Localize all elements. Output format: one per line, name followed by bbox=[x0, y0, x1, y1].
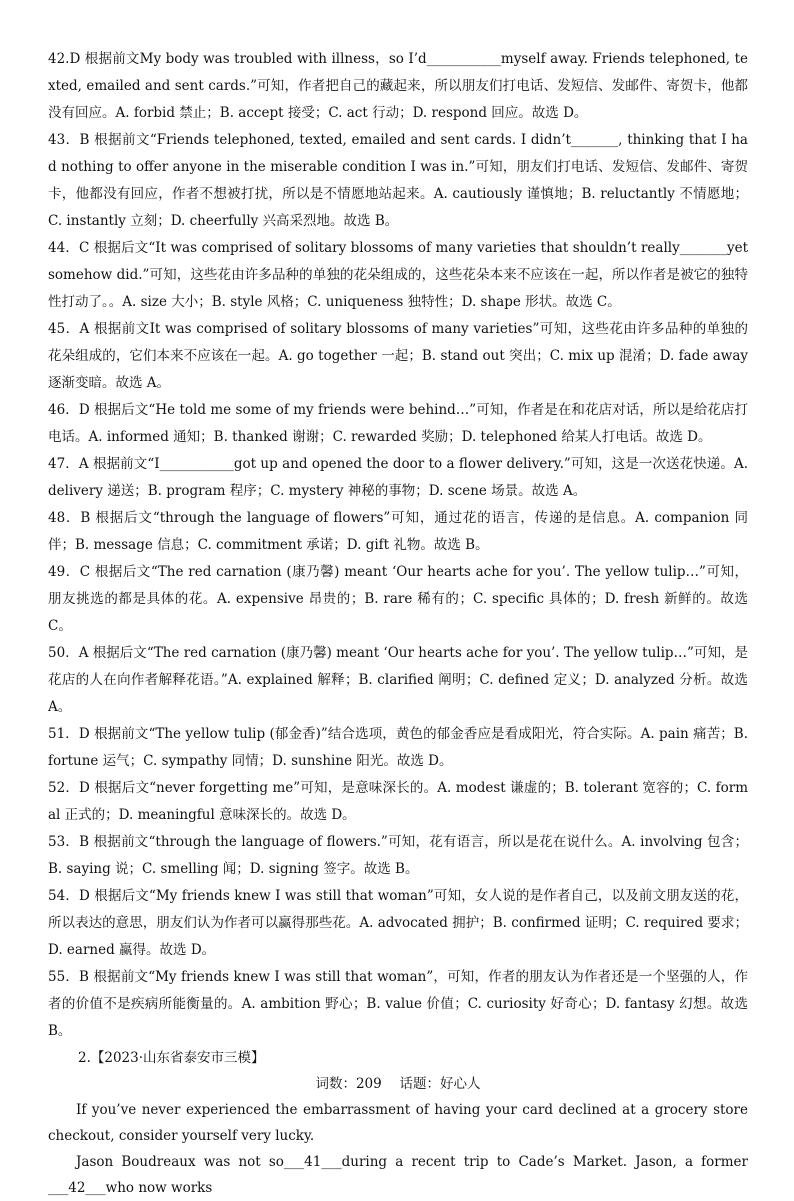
answer-44: 44．C 根据后文“It was comprised of solitary blossoms of many varieties that shouldn’t really_______yet somehow did.”可知，这些花由许多品种的单独的花朵组成的，这些花朵本来不应该在一起，所以作者是被它的独特性打动了。。A. size 大小；B. style 风格；C. uniqueness 独特性；D. shape 形状。故选 C。 bbox=[48, 240, 748, 310]
answer-54: 54．D 根据后文“My friends knew I was still that woman”可知，女人说的是作者自己，以及前文朋友送的花，所以表达的意思，朋友们认为作者可以赢得那些花。A. advocated 拥护；B. confirmed 证明；C. required 要求；D. earned 赢得。故选 D。 bbox=[48, 888, 748, 958]
answer-52: 52．D 根据后文“never forgetting me”可知，是意味深长的。A. modest 谦虚的；B. tolerant 宽容的；C. formal 正式的；D. meaningful 意味深长的。故选 D。 bbox=[48, 780, 748, 823]
answer-45: 45．A 根据前文It was comprised of solitary blossoms of many varieties”可知，这些花由许多品种的单独的花朵组成的，它们本来不应该在一起。A. go together 一起；B. stand out 突出；C. mix up 混淆；D. fade away 逐渐变暗。故选 A。 bbox=[48, 321, 748, 391]
answer-46: 46．D 根据后文“He told me some of my friends were behind…”可知，作者是在和花店对话，所以是给花店打电话。A. informed 通知；B. thanked 谢谢；C. rewarded 奖励；D. telephoned 给某人打电话。故选 D。 bbox=[48, 402, 748, 445]
answer-55: 55．B 根据前文“My friends knew I was still that woman”，可知，作者的朋友认为作者还是一个坚强的人，作者的价值不是疾病所能衡量的。A. ambition 野心；B. value 价值；C. curiosity 好奇心；D. fantasy 幻想。故选 B。 bbox=[48, 969, 748, 1039]
answer-43: 43．B 根据前文“Friends telephoned, texted, emailed and sent cards. I didn’t_______, thinking that I had nothing to offer anyone in the miserable condition I was in.”可知，朋友们打电话、发短信、发邮件、寄贺卡，他都没有回应，作者不想被打扰，所以是不情愿地站起来。A. cautiously 谨慎地；B. reluctantly 不情愿地；C. instantly 立刻；D. cheerfully 兴高采烈地。故选 B。 bbox=[48, 132, 748, 229]
document-content bbox=[48, 46, 748, 1201]
answer-42: 42.D 根据前文My body was troubled with illness，so I’d___________myself away. Friends telephoned, texted, emailed and sent cards.”可知，作者把自己的藏起来，所以朋友们打电话、发短信、发邮件、寄贺卡，他都没有回应。A. forbid 禁止；B. accept 接受；C. act 行动；D. respond 回应。故选 D。 bbox=[48, 51, 748, 121]
answer-51: 51．D 根据前文“The yellow tulip (郁金香)”结合选项，黄色的郁金香应是看成阳光，符合实际。A. pain 痛苦；B. fortune 运气；C. sympathy 同情；D. sunshine 阳光。故选 D。 bbox=[48, 726, 748, 769]
section-heading: 2.【2023·山东省泰安市三模】 bbox=[78, 1050, 265, 1066]
passage-paragraph-1: If you’ve never experienced the embarrassment of having your card declined at a grocery store checkout, consider yourself very lucky. bbox=[48, 1102, 748, 1144]
section-meta: 词数：209 话题：好心人 bbox=[315, 1076, 481, 1092]
answer-48: 48．B 根据后文“through the language of flowers”可知，通过花的语言，传递的是信息。A. companion 同伴；B. message 信息；C. commitment 承诺；D. gift 礼物。故选 B。 bbox=[48, 510, 748, 553]
answer-49: 49．C 根据后文“The red carnation (康乃馨) meant ‘Our hearts ache for you’. The yellow tulip…”可知，朋友挑选的都是具体的花。A. expensive 昂贵的；B. rare 稀有的；C. specific 具体的；D. fresh 新鲜的。故选 C。 bbox=[48, 564, 748, 634]
answer-47: 47．A 根据前文“I___________got up and opened the door to a flower delivery.”可知，这是一次送花快递。A. delivery 递送；B. program 程序；C. mystery 神秘的事物；D. scene 场景。故选 A。 bbox=[48, 456, 748, 499]
answer-53: 53．B 根据前文“through the language of flowers.”可知，花有语言，所以是花在说什么。A. involving 包含；B. saying 说；C. smelling 闻；D. signing 签字。故选 B。 bbox=[48, 834, 748, 877]
answer-50: 50．A 根据后文“The red carnation (康乃馨) meant ‘Our hearts ache for you’. The yellow tulip…”可知，是花店的人在向作者解释花语。”A. explained 解释；B. clarified 阐明；C. defined 定义；D. analyzed 分析。故选 A。 bbox=[48, 645, 748, 715]
passage-paragraph-2: Jason Boudreaux was not so___41___during a recent trip to Cade’s Market. Jason, a former ___42___who now works bbox=[48, 1154, 748, 1196]
